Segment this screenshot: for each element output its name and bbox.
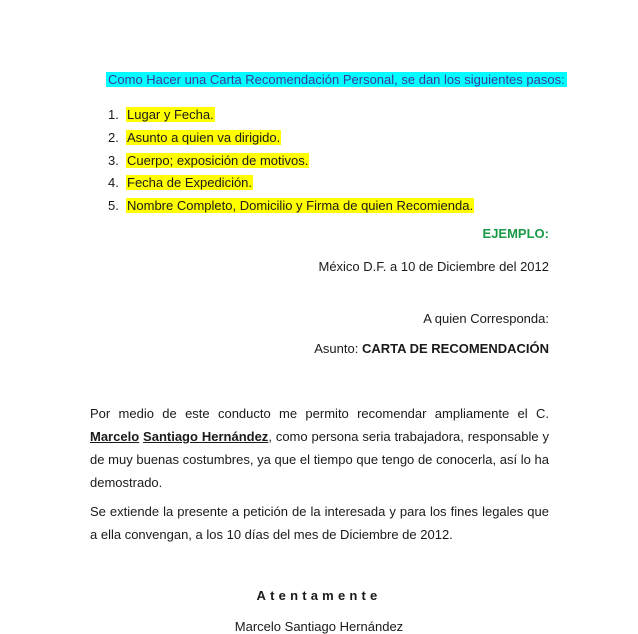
list-item [108,174,474,197]
place-date: México D.F. a 10 de Diciembre del 2012 [318,259,549,274]
steps-list [108,106,474,220]
step-number: 5. [108,198,119,214]
closing: Atentamente [256,588,382,603]
step-text: Lugar y Fecha. [127,107,214,122]
intro-text: Como Hacer una Carta Recomendación Personal, se dan los siguientes pasos: [108,72,565,87]
body-paragraph-2: Se extiende la presente a petición de la interesada y para los fines legales que a ella convengan, a los 10 días del mes de Diciembre de 2012. [90,504,549,542]
list-item [108,129,474,152]
intro-line [106,72,567,88]
subject-value: CARTA DE RECOMENDACIÓN [361,341,549,356]
step-number: 3. [108,152,119,168]
step-number: 1. [108,107,119,122]
signature-name: Marcelo Santiago Hernández [234,619,404,634]
body-paragraph-1 [90,402,549,494]
step-text: Nombre Completo, Domicilio y Firma de quien Recomienda. [127,198,474,214]
salutation: A quien Corresponda: [423,311,549,326]
step-number: 2. [108,129,119,145]
list-item [108,152,474,175]
step-text: Fecha de Expedición. [127,175,253,191]
list-item [108,106,474,129]
step-text: Asunto a quien va dirigido. [127,129,281,145]
body-text: , como persona seria trabajadora, responsable y de muy buenas costumbres, ya que el tiempo que tengo de conocerla, así lo ha demostrado. [90,429,549,490]
body-text: Por medio de este conducto me permito recomendar ampliamente el C. [90,406,549,421]
recommended-name: Santiago Hernández [143,429,269,444]
subject-line [314,341,549,356]
subject-label: Asunto: [314,341,362,356]
recommended-name: Marcelo [90,429,140,444]
step-number: 4. [108,175,119,191]
example-heading: EJEMPLO: [482,226,549,241]
list-item [108,197,474,220]
step-text: Cuerpo; exposición de motivos. [127,152,309,168]
